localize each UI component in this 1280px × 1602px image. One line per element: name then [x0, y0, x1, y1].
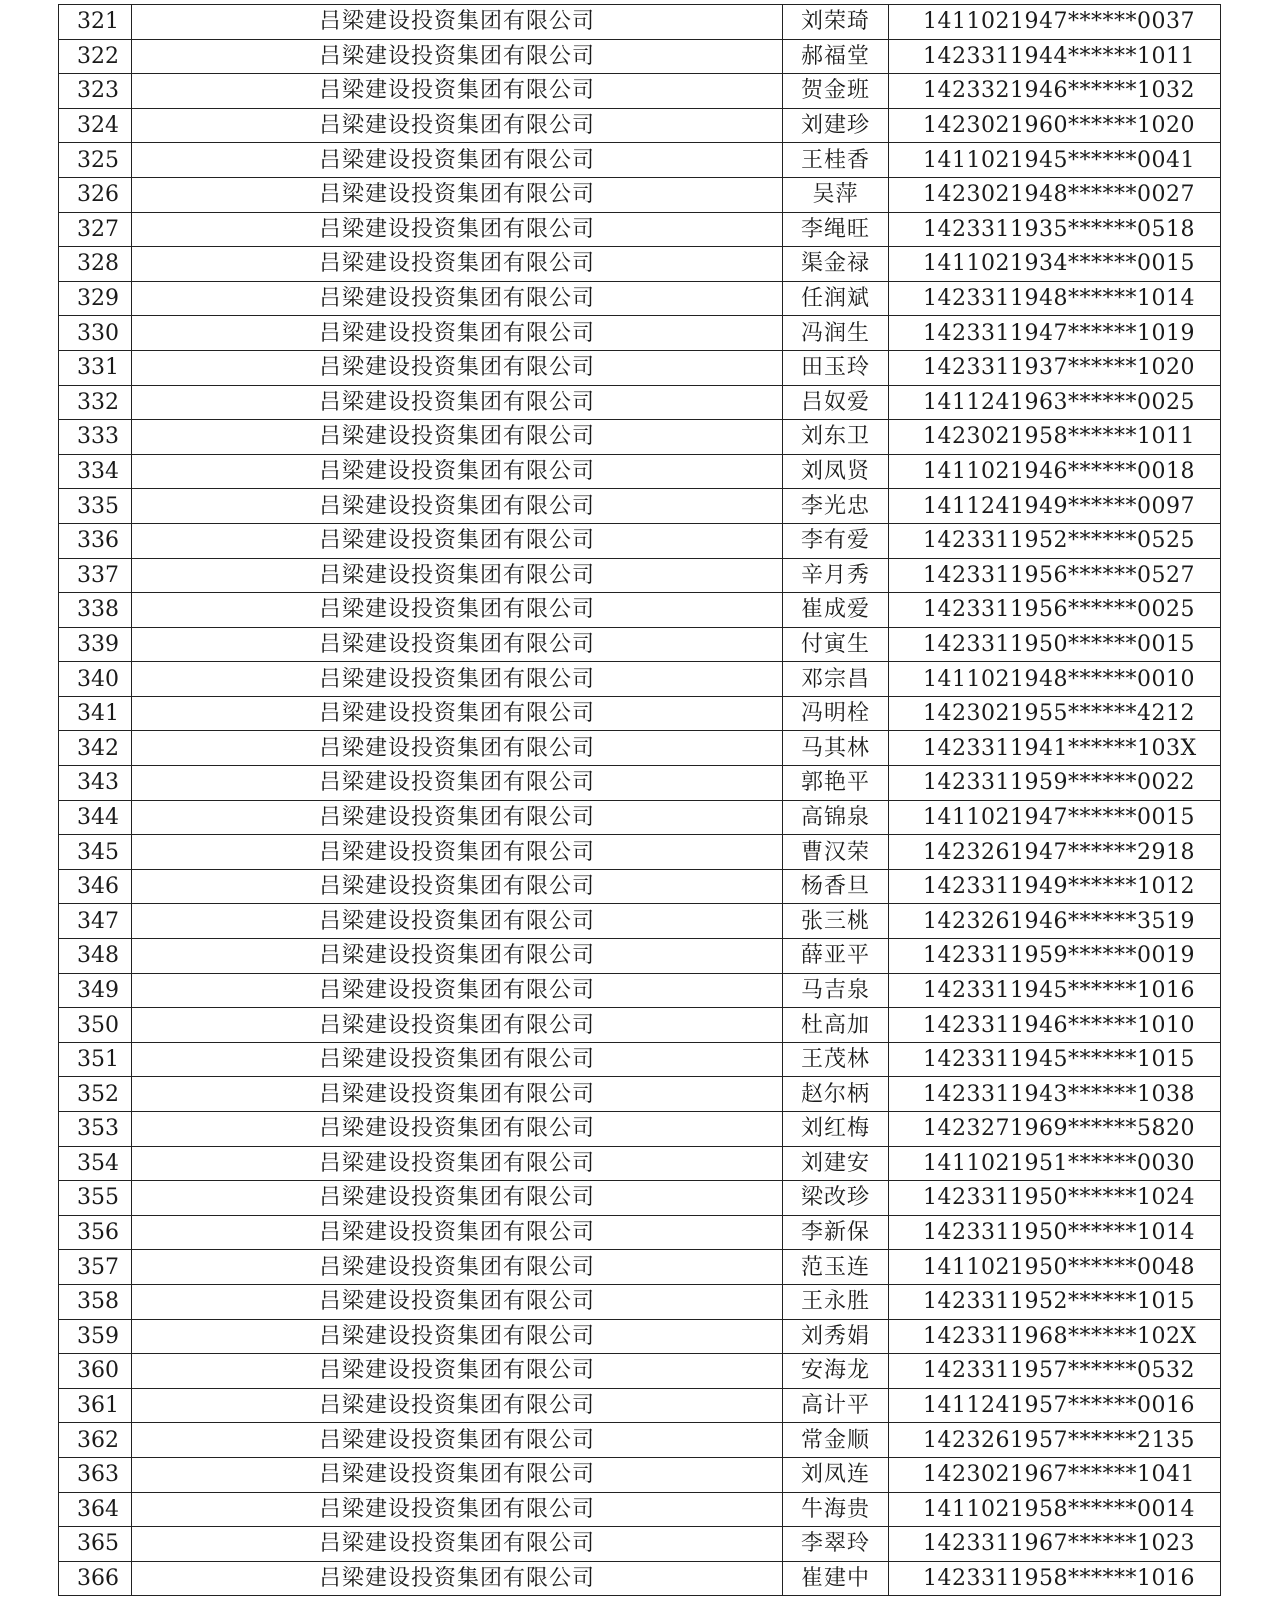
row-number-cell: 355: [59, 1181, 132, 1216]
row-number-cell: 331: [59, 350, 132, 385]
table-row: [59, 212, 1221, 247]
table-row: [59, 696, 1221, 731]
row-number-cell: 342: [59, 731, 132, 766]
person-name-cell: 李有爱: [783, 523, 889, 558]
company-name-cell: 吕梁建设投资集团有限公司: [132, 1561, 783, 1596]
row-number-cell: 357: [59, 1250, 132, 1285]
table-row: [59, 523, 1221, 558]
person-name-cell: 辛月秀: [783, 558, 889, 593]
id-number-cell: 1423311956******0025: [889, 593, 1221, 628]
row-number-cell: 336: [59, 523, 132, 558]
table-row: [59, 731, 1221, 766]
person-name-cell: 崔成爱: [783, 593, 889, 628]
person-name-cell: 张三桃: [783, 904, 889, 939]
table-row: [59, 5, 1221, 40]
table-row: [59, 1492, 1221, 1527]
table-row: [59, 662, 1221, 697]
company-name-cell: 吕梁建设投资集团有限公司: [132, 627, 783, 662]
company-name-cell: 吕梁建设投资集团有限公司: [132, 523, 783, 558]
id-number-cell: 1423271969******5820: [889, 1112, 1221, 1147]
table-row: [59, 1042, 1221, 1077]
company-name-cell: 吕梁建设投资集团有限公司: [132, 385, 783, 420]
id-number-cell: 1411021958******0014: [889, 1492, 1221, 1527]
row-number-cell: 351: [59, 1042, 132, 1077]
table-row: [59, 108, 1221, 143]
company-name-cell: 吕梁建设投资集团有限公司: [132, 1492, 783, 1527]
id-number-cell: 1411021945******0041: [889, 143, 1221, 178]
table-row: [59, 1319, 1221, 1354]
company-name-cell: 吕梁建设投资集团有限公司: [132, 904, 783, 939]
person-name-cell: 刘凤贤: [783, 454, 889, 489]
id-number-cell: 1423311952******1015: [889, 1284, 1221, 1319]
id-number-cell: 1423311950******1014: [889, 1215, 1221, 1250]
person-name-cell: 刘建珍: [783, 108, 889, 143]
table-row: [59, 454, 1221, 489]
roster-table-body: [59, 5, 1221, 1596]
company-name-cell: 吕梁建设投资集团有限公司: [132, 1250, 783, 1285]
id-number-cell: 1411021947******0037: [889, 5, 1221, 40]
id-number-cell: 1423311967******1023: [889, 1527, 1221, 1562]
person-name-cell: 赵尔柄: [783, 1077, 889, 1112]
id-number-cell: 1411021950******0048: [889, 1250, 1221, 1285]
company-name-cell: 吕梁建设投资集团有限公司: [132, 1008, 783, 1043]
id-number-cell: 1423311945******1016: [889, 973, 1221, 1008]
company-name-cell: 吕梁建设投资集团有限公司: [132, 1112, 783, 1147]
id-number-cell: 1411021951******0030: [889, 1146, 1221, 1181]
row-number-cell: 329: [59, 281, 132, 316]
id-number-cell: 1423261947******2918: [889, 835, 1221, 870]
row-number-cell: 350: [59, 1008, 132, 1043]
company-name-cell: 吕梁建设投资集团有限公司: [132, 212, 783, 247]
table-row: [59, 627, 1221, 662]
table-row: [59, 39, 1221, 74]
company-name-cell: 吕梁建设投资集团有限公司: [132, 39, 783, 74]
company-name-cell: 吕梁建设投资集团有限公司: [132, 939, 783, 974]
company-name-cell: 吕梁建设投资集团有限公司: [132, 108, 783, 143]
row-number-cell: 346: [59, 869, 132, 904]
row-number-cell: 344: [59, 800, 132, 835]
roster-table: [58, 4, 1221, 1596]
row-number-cell: 364: [59, 1492, 132, 1527]
table-row: [59, 835, 1221, 870]
company-name-cell: 吕梁建设投资集团有限公司: [132, 558, 783, 593]
id-number-cell: 1423311968******102X: [889, 1319, 1221, 1354]
person-name-cell: 贺金班: [783, 74, 889, 109]
table-row: [59, 385, 1221, 420]
table-row: [59, 939, 1221, 974]
company-name-cell: 吕梁建设投资集团有限公司: [132, 281, 783, 316]
company-name-cell: 吕梁建设投资集团有限公司: [132, 973, 783, 1008]
company-name-cell: 吕梁建设投资集团有限公司: [132, 1146, 783, 1181]
row-number-cell: 337: [59, 558, 132, 593]
id-number-cell: 1423021955******4212: [889, 696, 1221, 731]
id-number-cell: 1423311941******103X: [889, 731, 1221, 766]
person-name-cell: 高锦泉: [783, 800, 889, 835]
row-number-cell: 321: [59, 5, 132, 40]
row-number-cell: 360: [59, 1354, 132, 1389]
id-number-cell: 1411021934******0015: [889, 247, 1221, 282]
person-name-cell: 杜高加: [783, 1008, 889, 1043]
row-number-cell: 338: [59, 593, 132, 628]
company-name-cell: 吕梁建设投资集团有限公司: [132, 1319, 783, 1354]
company-name-cell: 吕梁建设投资集团有限公司: [132, 662, 783, 697]
person-name-cell: 田玉玲: [783, 350, 889, 385]
company-name-cell: 吕梁建设投资集团有限公司: [132, 489, 783, 524]
company-name-cell: 吕梁建设投资集团有限公司: [132, 350, 783, 385]
row-number-cell: 328: [59, 247, 132, 282]
company-name-cell: 吕梁建设投资集团有限公司: [132, 869, 783, 904]
table-row: [59, 420, 1221, 455]
table-row: [59, 177, 1221, 212]
row-number-cell: 352: [59, 1077, 132, 1112]
company-name-cell: 吕梁建设投资集团有限公司: [132, 316, 783, 351]
person-name-cell: 刘秀娟: [783, 1319, 889, 1354]
id-number-cell: 1423311958******1016: [889, 1561, 1221, 1596]
company-name-cell: 吕梁建设投资集团有限公司: [132, 800, 783, 835]
row-number-cell: 327: [59, 212, 132, 247]
person-name-cell: 范玉连: [783, 1250, 889, 1285]
table-row: [59, 558, 1221, 593]
row-number-cell: 362: [59, 1423, 132, 1458]
id-number-cell: 1411021947******0015: [889, 800, 1221, 835]
person-name-cell: 吕奴爱: [783, 385, 889, 420]
company-name-cell: 吕梁建设投资集团有限公司: [132, 143, 783, 178]
company-name-cell: 吕梁建设投资集团有限公司: [132, 1527, 783, 1562]
id-number-cell: 1411241957******0016: [889, 1388, 1221, 1423]
row-number-cell: 341: [59, 696, 132, 731]
company-name-cell: 吕梁建设投资集团有限公司: [132, 1423, 783, 1458]
table-row: [59, 800, 1221, 835]
table-row: [59, 766, 1221, 801]
person-name-cell: 常金顺: [783, 1423, 889, 1458]
table-row: [59, 74, 1221, 109]
company-name-cell: 吕梁建设投资集团有限公司: [132, 1215, 783, 1250]
company-name-cell: 吕梁建设投资集团有限公司: [132, 247, 783, 282]
person-name-cell: 李新保: [783, 1215, 889, 1250]
id-number-cell: 1423311952******0525: [889, 523, 1221, 558]
person-name-cell: 渠金禄: [783, 247, 889, 282]
person-name-cell: 高计平: [783, 1388, 889, 1423]
id-number-cell: 1411241963******0025: [889, 385, 1221, 420]
row-number-cell: 322: [59, 39, 132, 74]
id-number-cell: 1411021948******0010: [889, 662, 1221, 697]
person-name-cell: 曹汉荣: [783, 835, 889, 870]
person-name-cell: 郝福堂: [783, 39, 889, 74]
person-name-cell: 李光忠: [783, 489, 889, 524]
id-number-cell: 1423311946******1010: [889, 1008, 1221, 1043]
row-number-cell: 325: [59, 143, 132, 178]
id-number-cell: 1423311949******1012: [889, 869, 1221, 904]
person-name-cell: 崔建中: [783, 1561, 889, 1596]
person-name-cell: 杨香旦: [783, 869, 889, 904]
id-number-cell: 1423311950******1024: [889, 1181, 1221, 1216]
company-name-cell: 吕梁建设投资集团有限公司: [132, 1042, 783, 1077]
row-number-cell: 323: [59, 74, 132, 109]
table-row: [59, 904, 1221, 939]
table-row: [59, 1388, 1221, 1423]
row-number-cell: 354: [59, 1146, 132, 1181]
row-number-cell: 333: [59, 420, 132, 455]
id-number-cell: 1423021948******0027: [889, 177, 1221, 212]
person-name-cell: 刘建安: [783, 1146, 889, 1181]
id-number-cell: 1423311944******1011: [889, 39, 1221, 74]
company-name-cell: 吕梁建设投资集团有限公司: [132, 1457, 783, 1492]
table-row: [59, 1284, 1221, 1319]
id-number-cell: 1423261957******2135: [889, 1423, 1221, 1458]
table-row: [59, 1146, 1221, 1181]
person-name-cell: 王茂林: [783, 1042, 889, 1077]
row-number-cell: 340: [59, 662, 132, 697]
table-row: [59, 316, 1221, 351]
person-name-cell: 牛海贵: [783, 1492, 889, 1527]
id-number-cell: 1423311947******1019: [889, 316, 1221, 351]
table-row: [59, 1215, 1221, 1250]
id-number-cell: 1423321946******1032: [889, 74, 1221, 109]
row-number-cell: 365: [59, 1527, 132, 1562]
person-name-cell: 冯润生: [783, 316, 889, 351]
row-number-cell: 361: [59, 1388, 132, 1423]
company-name-cell: 吕梁建设投资集团有限公司: [132, 177, 783, 212]
table-row: [59, 247, 1221, 282]
person-name-cell: 薛亚平: [783, 939, 889, 974]
row-number-cell: 345: [59, 835, 132, 870]
company-name-cell: 吕梁建设投资集团有限公司: [132, 1388, 783, 1423]
id-number-cell: 1423311935******0518: [889, 212, 1221, 247]
company-name-cell: 吕梁建设投资集团有限公司: [132, 1354, 783, 1389]
company-name-cell: 吕梁建设投资集团有限公司: [132, 766, 783, 801]
person-name-cell: 付寅生: [783, 627, 889, 662]
table-row: [59, 1008, 1221, 1043]
person-name-cell: 刘东卫: [783, 420, 889, 455]
row-number-cell: 358: [59, 1284, 132, 1319]
person-name-cell: 邓宗昌: [783, 662, 889, 697]
id-number-cell: 1423311945******1015: [889, 1042, 1221, 1077]
row-number-cell: 326: [59, 177, 132, 212]
person-name-cell: 安海龙: [783, 1354, 889, 1389]
person-name-cell: 李绳旺: [783, 212, 889, 247]
company-name-cell: 吕梁建设投资集团有限公司: [132, 696, 783, 731]
company-name-cell: 吕梁建设投资集团有限公司: [132, 731, 783, 766]
table-row: [59, 143, 1221, 178]
person-name-cell: 李翠玲: [783, 1527, 889, 1562]
id-number-cell: 1423311950******0015: [889, 627, 1221, 662]
table-row: [59, 1077, 1221, 1112]
id-number-cell: 1411241949******0097: [889, 489, 1221, 524]
table-row: [59, 1457, 1221, 1492]
row-number-cell: 343: [59, 766, 132, 801]
company-name-cell: 吕梁建设投资集团有限公司: [132, 835, 783, 870]
id-number-cell: 1423311956******0527: [889, 558, 1221, 593]
table-row: [59, 1561, 1221, 1596]
person-name-cell: 任润斌: [783, 281, 889, 316]
row-number-cell: 366: [59, 1561, 132, 1596]
row-number-cell: 356: [59, 1215, 132, 1250]
table-row: [59, 869, 1221, 904]
person-name-cell: 王桂香: [783, 143, 889, 178]
row-number-cell: 353: [59, 1112, 132, 1147]
row-number-cell: 335: [59, 489, 132, 524]
id-number-cell: 1411021946******0018: [889, 454, 1221, 489]
id-number-cell: 1423021958******1011: [889, 420, 1221, 455]
row-number-cell: 334: [59, 454, 132, 489]
company-name-cell: 吕梁建设投资集团有限公司: [132, 74, 783, 109]
id-number-cell: 1423021960******1020: [889, 108, 1221, 143]
table-row: [59, 1527, 1221, 1562]
table-row: [59, 973, 1221, 1008]
id-number-cell: 1423261946******3519: [889, 904, 1221, 939]
id-number-cell: 1423311959******0019: [889, 939, 1221, 974]
table-row: [59, 489, 1221, 524]
row-number-cell: 349: [59, 973, 132, 1008]
row-number-cell: 347: [59, 904, 132, 939]
person-name-cell: 冯明栓: [783, 696, 889, 731]
id-number-cell: 1423311959******0022: [889, 766, 1221, 801]
table-row: [59, 281, 1221, 316]
person-name-cell: 郭艳平: [783, 766, 889, 801]
person-name-cell: 马吉泉: [783, 973, 889, 1008]
person-name-cell: 马其林: [783, 731, 889, 766]
row-number-cell: 359: [59, 1319, 132, 1354]
table-row: [59, 593, 1221, 628]
id-number-cell: 1423311937******1020: [889, 350, 1221, 385]
company-name-cell: 吕梁建设投资集团有限公司: [132, 454, 783, 489]
person-name-cell: 梁改珍: [783, 1181, 889, 1216]
company-name-cell: 吕梁建设投资集团有限公司: [132, 1284, 783, 1319]
company-name-cell: 吕梁建设投资集团有限公司: [132, 420, 783, 455]
row-number-cell: 363: [59, 1457, 132, 1492]
company-name-cell: 吕梁建设投资集团有限公司: [132, 5, 783, 40]
person-name-cell: 刘凤连: [783, 1457, 889, 1492]
table-row: [59, 1112, 1221, 1147]
row-number-cell: 348: [59, 939, 132, 974]
row-number-cell: 330: [59, 316, 132, 351]
row-number-cell: 332: [59, 385, 132, 420]
table-row: [59, 1423, 1221, 1458]
person-name-cell: 刘荣琦: [783, 5, 889, 40]
roster-sheet: [58, 4, 1220, 1596]
id-number-cell: 1423021967******1041: [889, 1457, 1221, 1492]
company-name-cell: 吕梁建设投资集团有限公司: [132, 1181, 783, 1216]
company-name-cell: 吕梁建设投资集团有限公司: [132, 1077, 783, 1112]
id-number-cell: 1423311957******0532: [889, 1354, 1221, 1389]
id-number-cell: 1423311943******1038: [889, 1077, 1221, 1112]
table-row: [59, 350, 1221, 385]
row-number-cell: 339: [59, 627, 132, 662]
id-number-cell: 1423311948******1014: [889, 281, 1221, 316]
table-row: [59, 1354, 1221, 1389]
person-name-cell: 吴萍: [783, 177, 889, 212]
person-name-cell: 王永胜: [783, 1284, 889, 1319]
company-name-cell: 吕梁建设投资集团有限公司: [132, 593, 783, 628]
table-row: [59, 1181, 1221, 1216]
row-number-cell: 324: [59, 108, 132, 143]
person-name-cell: 刘红梅: [783, 1112, 889, 1147]
table-row: [59, 1250, 1221, 1285]
